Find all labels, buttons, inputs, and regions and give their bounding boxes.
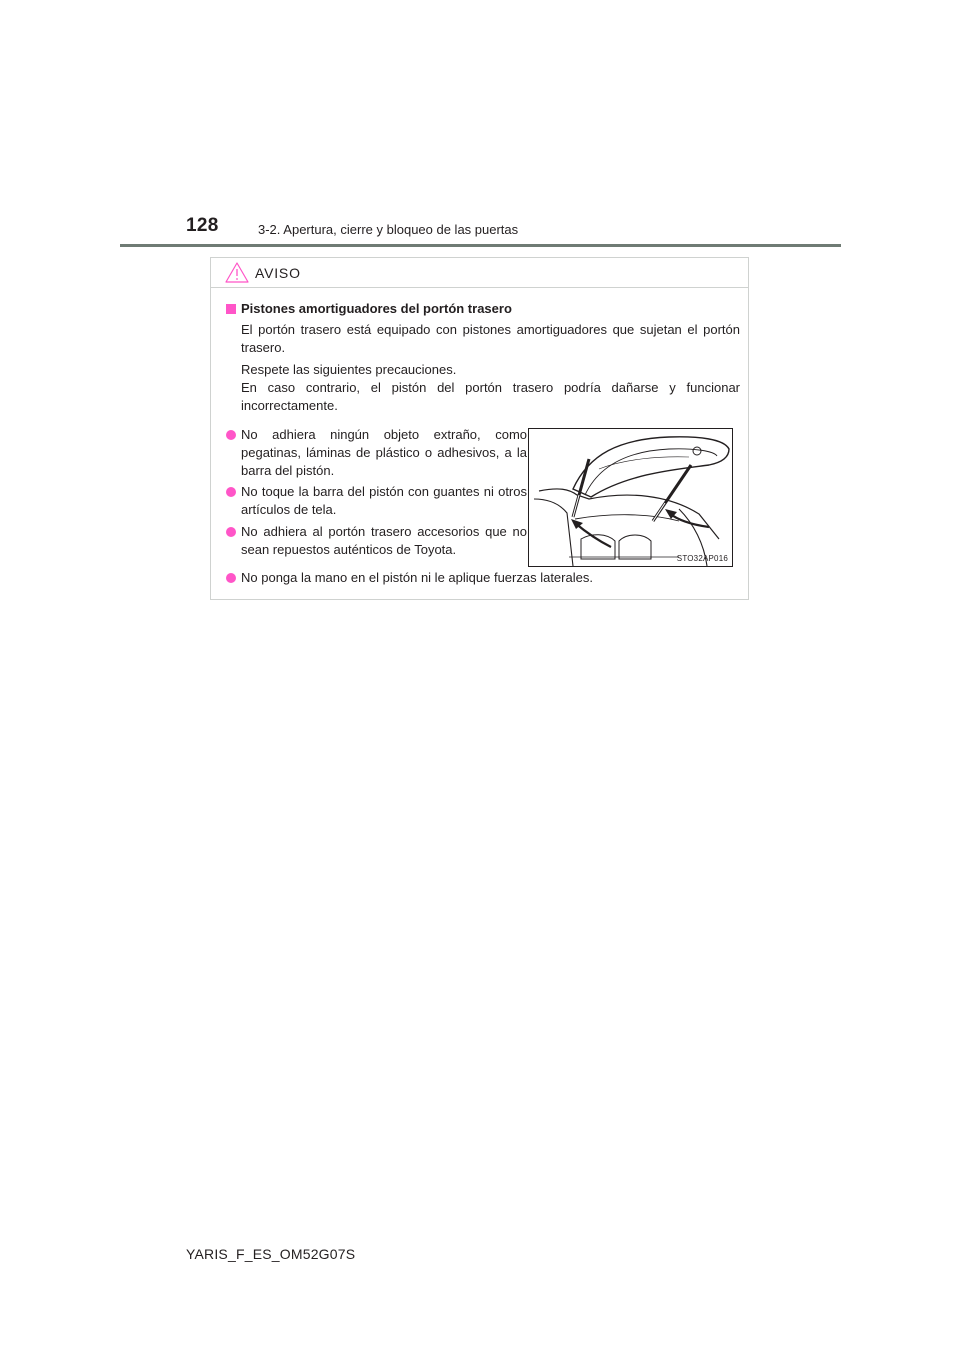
bullet-dot-icon: [226, 487, 236, 497]
bullet-dot-icon: [226, 527, 236, 537]
figure-code: STO32AP016: [676, 554, 728, 563]
bullet-text: No ponga la mano en el pistón ni le aplique fuerzas laterales.: [241, 570, 593, 585]
bullet-dot-icon: [226, 573, 236, 583]
bullet-text: No adhiera ningún objeto extraño, como pegatinas, láminas de plástico o adhesivos, a la barra del pistón.: [241, 427, 527, 478]
caution-paragraph: El portón trasero está equipado con pistones amortiguadores que sujetan el portón trasero.: [241, 322, 740, 355]
tailgate-strut-drawing: [529, 429, 732, 566]
caution-box: [210, 257, 749, 600]
caution-label: AVISO: [255, 265, 301, 281]
tailgate-illustration: [528, 428, 733, 567]
bullet-text: No adhiera al portón trasero accesorios que no sean repuestos auténticos de Toyota.: [241, 524, 527, 557]
caution-header: [211, 258, 748, 288]
warning-icon: [225, 262, 249, 283]
square-bullet-icon: [226, 304, 236, 314]
header-rule: [120, 244, 841, 247]
caution-subhead-text: Pistones amortiguadores del portón trasero: [241, 301, 512, 316]
bullet-text: No toque la barra del pistón con guantes ni otros artículos de tela.: [241, 484, 527, 517]
page-number: 128: [186, 215, 219, 236]
caution-paragraph: Respete las siguientes precauciones. En caso contrario, el pistón del portón trasero podría dañarse y funcionar incorrectamente.: [241, 362, 740, 413]
document-id: YARIS_F_ES_OM52G07S: [186, 1246, 356, 1262]
section-title: 3-2. Apertura, cierre y bloqueo de las puertas: [258, 222, 519, 237]
caution-subhead: [226, 301, 512, 316]
bullet-dot-icon: [226, 430, 236, 440]
